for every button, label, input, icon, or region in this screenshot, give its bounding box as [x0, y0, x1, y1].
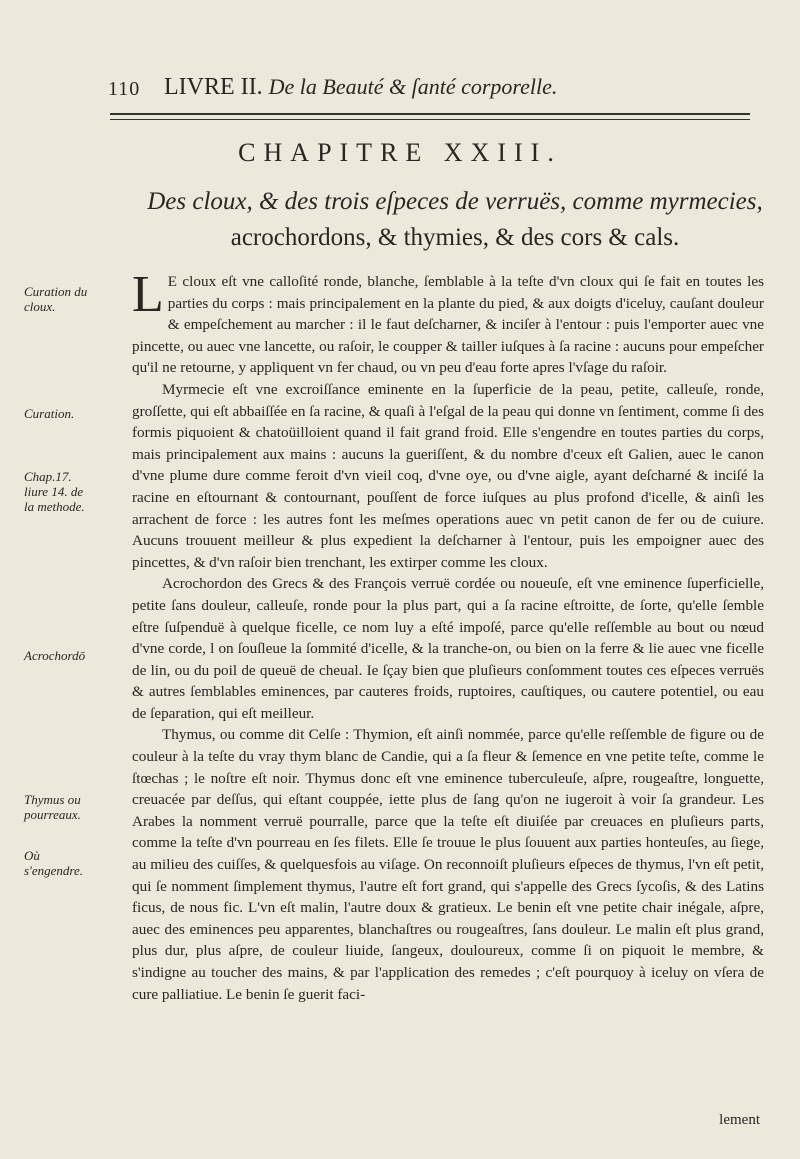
margin-note-curation: Curation.	[24, 406, 75, 421]
paragraph-cloux-text: E cloux eſt vne calloſité ronde, blanche, ſemblable à la teſte d'vn cloux qui ſe fait en toutes les parties du corps : mais principalement en la plante du pied, & aux doigts d'iceluy, cauſant douleur & empeſchement au marcher : il le faut deſcharner, & inciſer à l'entour : puis l'emporter auec vne pincette, ou auec vne lancette, ou raſoir, le coupper & tailler iuſques à ſa racine : aucuns pour empeſcher qu'il ne retourne, y appliquent vn fer chaud, ou vn peu d'eau forte apres l'vſage du raſoir.	[132, 273, 764, 377]
catchword: lement	[719, 1112, 760, 1128]
margin-note-chapter-reference: Chap.17. liure 14. de la methode.	[24, 469, 85, 514]
running-title	[164, 74, 557, 101]
running-title-subject: De la Beauté & ſanté corporelle.	[268, 74, 558, 99]
chapter-subtitle-line-1: Des cloux, & des trois eſpeces de verruës, comme myrmecies,	[147, 188, 763, 215]
drop-cap: L	[132, 266, 164, 323]
running-head	[108, 74, 758, 110]
chapter-subtitle-line-2: acrochordons, & thymies, & des cors & cals.	[230, 224, 680, 251]
margin-note-thymus: Thymus ou pourreaux.	[24, 792, 81, 822]
paragraph-myrmecie: Myrmecie eſt vne excroiſſance eminente en la ſuperficie de la peau, petite, calleuſe, ronde, groſſette, qui eſt abbaiſſée en ſa racine, & quaſi à l'eſgal de la peau qui donne vn ſentiment, comme ſi des formis piquoient & chatoüilloient quand il fait grand froid. Elle s'engendre en toutes parties du corps, mais principalement aux mains : aucuns la gueriſſent, & du nombre d'ceux eſt Galien, auec le canon d'vne plume dure comme feroit d'vn vieil coq, d'vne oye, ou d'vne aigle, ayant deſcharné & inciſé la racine en eſtournant & contournant, pouſſent de force iuſques au plus profond d'icelle, & ainſi les arrachent de force : les autres font les meſmes operations auec vn petit canon de fer ou de cuiure. Aucuns trouuent meilleur & plus expedient la deſcharner à l'entour, puis les empoigner auec des pincettes, & d'vn raſoir bien trenchant, les extirper comme les cloux.	[132, 380, 764, 571]
header-rule	[110, 113, 750, 120]
margin-note-origin: Où s'engendre.	[24, 848, 83, 878]
chapter-subtitle	[130, 184, 780, 256]
paragraph-cloux	[132, 266, 764, 379]
margin-note-acrochordon: Acrochordō	[24, 648, 86, 663]
paragraph-thymus: Thymus, ou comme dit Celſe : Thymion, eſt ainſi nommée, parce qu'elle reſſemble de figure ou de couleur à la teſte du vray thym blanc de Candie, qui a ſa fleur & ſemence en vne petite teſte, comme le ſtœchas ; le noſtre eſt noir. Thymus donc eſt vne eminence tuberculeuſe, aſpre, rougeaſtre, longuette, creuacée par deſſus, qui eſtant couppée, iette plus de ſang qu'on ne iugeroit à voir ſa grandeur. Les Arabes la nomment verruë pourralle, parce que la teſte eſt diuiſée par creuaces en pluſieurs parts, comme la teſte d'vn pourreau en ſes filets. Elle ſe trouue le plus ſouuent aux parties honteuſes, au ſiege, au milieu des cuiſſes, & quelquesfois au viſage. On reconnoiſt pluſieurs eſpeces de thymus, l'vn eſt petit, qui ſe nomment ſimplement thymus, l'autre eſt fort grand, qui s'appelle des Grecs ſycoſis, & des Latins ficus, de nous fic. L'vn eſt malin, l'autre doux & gratieux. Le benin eſt vne petite chair inégale, aſpre, auec des eminences peu apparentes, blanchaſtres ou rougeaſtres, ſans douleur. Le malin eſt plus grand, plus dur, plus aſpre, de couleur liuide, ſangeux, douloureux, comme ſi on piquoit le membre, & s'indigne au toucher des mains, & par l'application des remedes ; c'eſt pourquoy à iceluy on vſera de cure palliatiue. Le benin ſe guerit faci-	[132, 726, 764, 1003]
body-text	[132, 266, 764, 1005]
paragraph-acrochordon: Acrochordon des Grecs & des François verruë cordée ou noueuſe, eſt vne eminence ſuperficielle, petite ſans douleur, calleuſe, ronde pour la plus part, qui a ſa racine eſtroitte, de ſorte, qu'elle ſemble eſtre ſuſpenduë à quelque ficelle, ce nom luy a eſté impoſé, parce qu'elle reſſemble au bout ou nœud d'vne corde, l on ſouſleue la ſommité d'icelle, & la tranche-on, ou bien on la ferre & lie auec vne ficelle de lin, ou du poil de queuë de cheual. Ie ſçay bien que pluſieurs conſomment toutes ces eſpeces verruës & autres ſemblables eminences, par cauteres froids, ruptoires, cauſtiques, ou cautere potentiel, ou eau de ſeparation, qui eſt meilleur.	[132, 575, 764, 722]
chapter-heading: CHAPITRE XXIII.	[238, 138, 562, 167]
running-title-book: LIVRE II.	[164, 74, 263, 100]
page-number: 110	[108, 78, 141, 100]
margin-note-curation-cloux: Curation du cloux.	[24, 284, 88, 314]
